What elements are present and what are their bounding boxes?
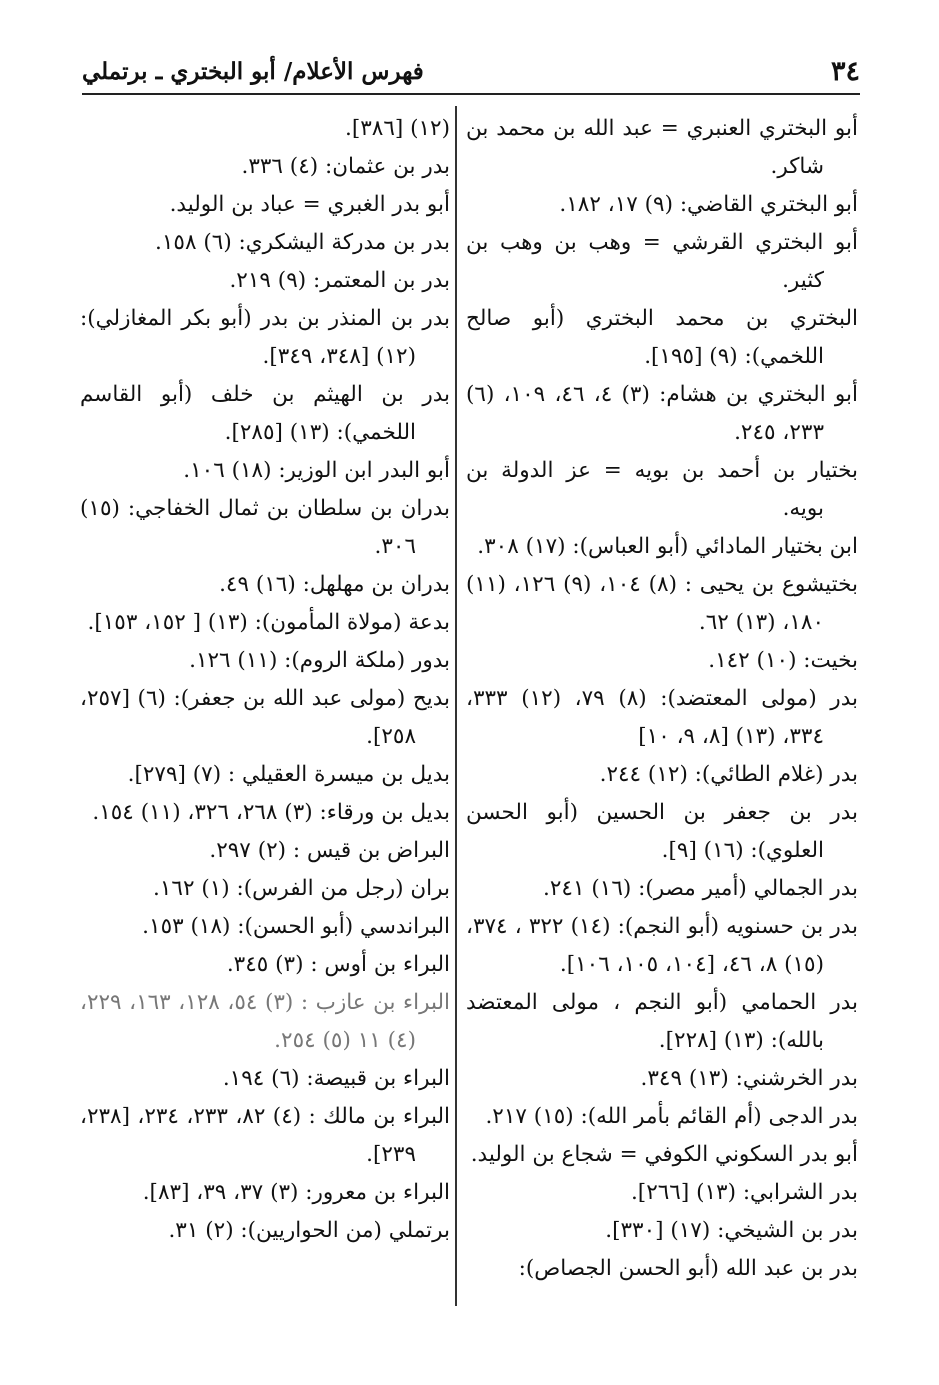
- index-entry: بدر بن عثمان: (٤) ٣٣٦.: [241, 154, 450, 179]
- index-entry: بدر بن المنذر بن بدر (أبو بكر المغازلي): (١٢) [٣٤٨، ٣٤٩].: [80, 306, 450, 369]
- index-entry: البراندسي (أبو الحسن): (١٨) ١٥٣.: [142, 914, 450, 939]
- page-header: [82, 42, 860, 92]
- index-entry: البراء بن مالك : (٤) ٨٢، ٢٣٣، ٢٣٤، [٢٣٨، ٢٣٩].: [80, 1104, 450, 1167]
- column-divider: [455, 106, 457, 1306]
- right-column: [466, 110, 858, 1288]
- index-entry: أبو بدر الغبري = عباد بن الوليد.: [169, 192, 450, 217]
- index-entry: أبو البختري بن هشام: (٣) ٤، ٤٦، ١٠٩، (٦) ٢٣٣، ٢٤٥.: [466, 382, 858, 445]
- index-entry: أبو البختري القاضي: (٩) ١٧، ١٨٢.: [559, 192, 858, 217]
- index-entry: بختيشوع بن يحيى : (٨) ١٠٤، (٩) ١٢٦، (١١) ١٨٠، (١٣) ٦٢.: [466, 572, 858, 635]
- index-entry: بدر بن المعتمر: (٩) ٢١٩.: [229, 268, 450, 293]
- index-entry: بدر الجمالي (أمير مصر): (١٦) ٢٤١.: [543, 876, 858, 901]
- index-entry: أبو البدر ابن الوزير: (١٨) ١٠٦.: [183, 458, 450, 483]
- index-entry: بدر الخرشني: (١٣) ٣٤٩.: [640, 1066, 858, 1091]
- index-entry: بدر الحمامي (أبو النجم ، مولى المعتضد بالله): (١٣) [٢٢٨].: [466, 990, 858, 1053]
- index-entry: بدر بن الشيخي: (١٧) [٣٣٠].: [605, 1218, 858, 1243]
- index-entry: بديل بن ورقاء: (٣) ٢٦٨، ٣٢٦، (١١) ١٥٤.: [92, 800, 450, 825]
- index-entry: أبو بدر السكوني الكوفي = شجاع بن الوليد.: [470, 1142, 858, 1167]
- index-entry: أبو البختري العنبري = عبد الله بن محمد بن شاكر.: [466, 116, 858, 179]
- index-entry: بدور (ملكة الروم): (١١) ١٢٦.: [189, 648, 450, 673]
- index-entry: بختيار بن أحمد بن بويه = عز الدولة بن بويه.: [466, 458, 858, 521]
- index-entry: بدران بن سلطان بن ثمال الخفاجي: (١٥) ٣٠٦.: [80, 496, 450, 559]
- index-entry: البراء بن معرور: (٣) ٣٧، ٣٩، [٨٣].: [142, 1180, 450, 1205]
- index-entry: البراء بن أوس : (٣) ٣٤٥.: [226, 952, 450, 977]
- index-entry: بدران بن مهلهل: (١٦) ٤٩.: [219, 572, 450, 597]
- index-entry: بدعة (مولاة المأمون): (١٣) [ ١٥٢، ١٥٣].: [87, 610, 450, 635]
- index-entry: بدر بن حسنويه (أبو النجم): (١٤) ٣٢٢ ، ٣٧٤، (١٥) ٨، ٤٦، [١٠٤، ١٠٥، ١٠٦].: [466, 914, 859, 977]
- page-number: ٣٤: [830, 56, 860, 87]
- index-entry: البراء بن عازب : (٣) ٥٤، ١٢٨، ١٦٣، ٢٢٩، (٤) ١١ (٥) ٢٥٤.: [80, 990, 450, 1053]
- index-entry: بدر الدجى (أم القائم بأمر الله): (١٥) ٢١٧.: [485, 1104, 858, 1129]
- running-title: فهرس الأعلام/ أبو البختري ـ برتملي: [82, 58, 424, 85]
- index-entry: بدر (مولى المعتضد): (٨) ٧٩، (١٢) ٣٣٣، ٣٣٤، (١٣) [٨، ٩، ١٠]: [466, 686, 858, 749]
- index-entry: البختري بن محمد البختري (أبو صالح اللخمي): (٩) [١٩٥].: [466, 306, 858, 369]
- index-entry: بخيت: (١٠) ١٤٢.: [708, 648, 858, 673]
- index-entry: بديح (مولى عبد الله بن جعفر): (٦) [٢٥٧، ٢٥٨].: [80, 686, 450, 749]
- index-entry: أبو البختري القرشي = وهب بن وهب بن كثير.: [466, 230, 858, 293]
- index-entry: بدر بن جعفر بن الحسين (أبو الحسن العلوي): (١٦) [٩].: [466, 800, 858, 863]
- index-entry: بدر الشرابي: (١٣) [٢٦٦].: [630, 1180, 858, 1205]
- index-entry: البراض بن قيس : (٢) ٢٩٧.: [209, 838, 450, 863]
- index-entry: بدر بن الهيثم بن خلف (أبو القاسم اللخمي): (١٣) [٢٨٥].: [80, 382, 450, 445]
- index-entry: بديل بن ميسرة العقيلي : (٧) [٢٧٩].: [127, 762, 450, 787]
- index-entry: بدر بن مدركة اليشكري: (٦) ١٥٨.: [155, 230, 450, 255]
- index-entry: بران (رجل من الفرس): (١) ١٦٢.: [153, 876, 450, 901]
- index-entry: البراء بن قبيصة: (٦) ١٩٤.: [222, 1066, 450, 1091]
- index-entry: بدر بن عبد الله (أبو الحسن الجصاص):: [518, 1256, 858, 1281]
- index-entry: ابن بختيار المادائي (أبو العباس): (١٧) ٣٠٨.: [477, 534, 858, 559]
- index-entry-continuation: (١٢) [٣٨٦].: [344, 116, 450, 141]
- left-column: [80, 110, 450, 1250]
- header-rule: [82, 93, 860, 95]
- index-entry: بدر (غلام الطائي): (١٢) ٢٤٤.: [599, 762, 858, 787]
- index-entry: برتملي (من الحواريين): (٢) ٣١.: [168, 1218, 450, 1243]
